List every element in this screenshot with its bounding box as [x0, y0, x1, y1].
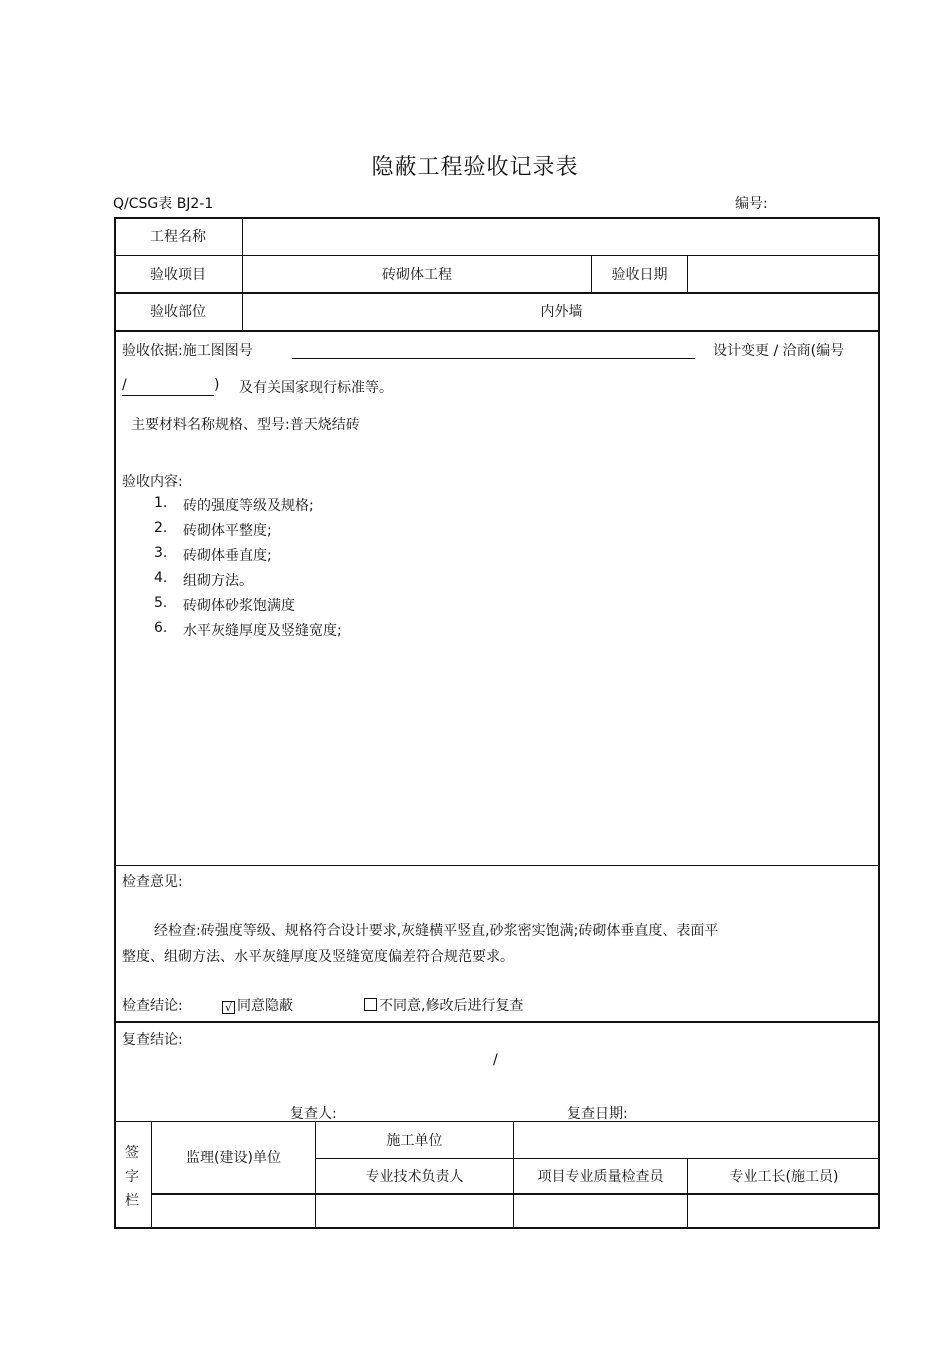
list-item-number: 1.: [154, 495, 168, 511]
divider: [114, 1021, 880, 1023]
number-label: 编号:: [735, 196, 768, 212]
materials-text: 主要材料名称规格、型号:普天烧结砖: [131, 417, 360, 433]
inspection-text-line2: 整度、组砌方法、水平灰缝厚度及竖缝宽度偏差符合规范要求。: [122, 949, 514, 965]
basis-label: 验收依据:施工图图号: [122, 343, 253, 359]
foreman-label: 专业工长(施工员): [729, 1168, 839, 1185]
list-item: 砖砌体平整度;: [183, 523, 272, 539]
disagree-label: 不同意,修改后进行复查: [379, 998, 524, 1014]
standards-text: 及有关国家现行标准等。: [239, 380, 393, 396]
list-item: 水平灰缝厚度及竖缝宽度;: [183, 623, 342, 639]
recheck-value: /: [493, 1052, 498, 1068]
list-item-number: 2.: [154, 520, 168, 536]
part-label: 验收部位: [150, 304, 206, 320]
signature-column-label: [114, 1141, 150, 1213]
recheck-label: 复查结论:: [122, 1032, 183, 1048]
design-change-label: 设计变更 / 洽商(编号: [713, 343, 845, 359]
list-item: 砖砌体垂直度;: [183, 548, 272, 564]
page-title: 隐蔽工程验收记录表: [371, 155, 579, 180]
divider: [114, 865, 880, 866]
tech-lead-label: 专业技术负责人: [365, 1168, 464, 1185]
divider: [151, 1193, 880, 1195]
inspection-text-line1: 经检查:砖强度等级、规格符合设计要求,灰缝横平竖直,砂浆密实饱满;砖砌体垂直度、表面平: [154, 923, 719, 939]
signature-char: 签: [125, 1145, 139, 1161]
item-value: 砖砌体工程: [382, 266, 452, 283]
divider: [114, 330, 880, 332]
project-name-value: [243, 217, 880, 255]
quality-inspector-label: 项目专业质量检查员: [537, 1168, 664, 1185]
contractor-label: 施工单位: [386, 1132, 443, 1149]
form-code: Q/CSG表 BJ2-1: [113, 196, 214, 212]
recheck-person-label: 复查人:: [290, 1106, 337, 1122]
agree-option[interactable]: [222, 995, 293, 1015]
supervisor-label: 监理(建设)单位: [186, 1150, 281, 1166]
change-number-value: /: [122, 377, 127, 393]
date-value: [688, 255, 880, 292]
item-label: 验收项目: [150, 266, 206, 283]
change-number-line: [122, 395, 214, 396]
list-item: 组砌方法。: [183, 573, 253, 589]
close-paren: ): [214, 377, 220, 393]
disagree-option[interactable]: [364, 995, 523, 1015]
date-label: 验收日期: [611, 266, 668, 283]
signature-char: 字: [125, 1169, 139, 1185]
list-item: 砖砌体砂浆饱满度: [183, 598, 295, 614]
inspection-label: 检查意见:: [122, 874, 183, 890]
signature-char: 栏: [125, 1193, 139, 1209]
drawing-number-line: [292, 358, 695, 359]
list-item: 砖的强度等级及规格;: [183, 498, 314, 514]
list-item-number: 4.: [154, 570, 168, 586]
project-name-label: 工程名称: [150, 229, 206, 245]
agree-label: 同意隐蔽: [237, 998, 293, 1014]
form-frame: [114, 217, 880, 1229]
list-item-number: 5.: [154, 595, 168, 611]
disagree-checkbox[interactable]: [364, 998, 377, 1011]
content-label: 验收内容:: [122, 474, 183, 490]
list-item-number: 3.: [154, 545, 168, 561]
part-value: 内外墙: [540, 304, 583, 320]
recheck-date-label: 复查日期:: [567, 1106, 628, 1122]
agree-checkbox[interactable]: √: [222, 1001, 235, 1014]
conclusion-label: 检查结论:: [122, 998, 183, 1014]
list-item-number: 6.: [154, 620, 168, 636]
